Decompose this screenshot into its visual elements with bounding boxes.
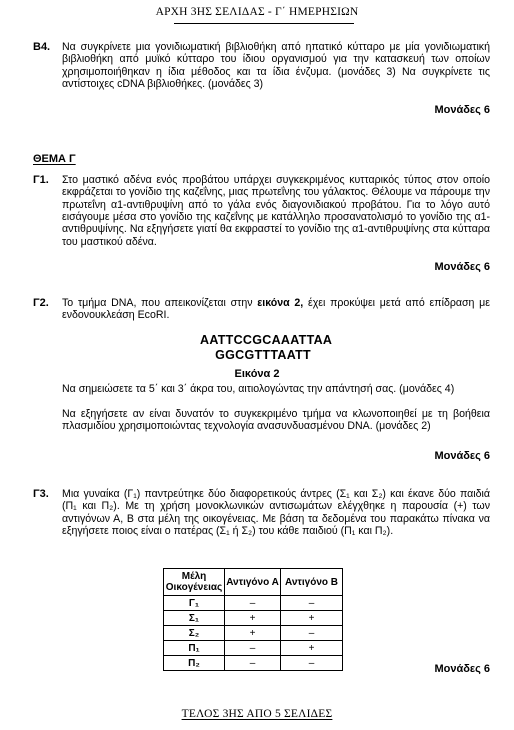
antigen-table — [163, 568, 343, 671]
antigen-b-cell: – — [281, 596, 343, 611]
b4-marks: Μονάδες 6 — [434, 104, 490, 116]
g2-intro — [62, 297, 490, 322]
g2-intro-b: έχει προκύψει μετά από επίδραση με ενδονουκλεάση EcoRI. — [62, 297, 490, 322]
page-footer: ΤΕΛΟΣ 3ΗΣ ΑΠΟ 5 ΣΕΛΙΔΕΣ — [181, 708, 333, 720]
table-header-row — [164, 569, 343, 596]
table-row — [164, 626, 343, 641]
g1-marks: Μονάδες 6 — [434, 261, 490, 273]
theme-title: ΘΕΜΑ Γ — [33, 153, 76, 165]
member-cell: Σ₂ — [164, 626, 225, 641]
g2-intro-bold: εικόνα 2, — [257, 297, 304, 309]
member-cell: Π₁ — [164, 641, 225, 656]
g1-text: Στο μαστικό αδένα ενός προβάτου υπάρχει συγκεκριμένος κυτταρικός τύπος στον οποίο εκφράζεται το γονίδιο της καζεΐνης, μιας πρωτεΐνης του γάλακτος. Θέλουμε να πάρουμε την πρωτεΐνη α1-αντιθρυψίνη από το γάλα ενός διαγονιδιακού προβάτου. Για το λόγο αυτό εισάγουμε μέσα στο γονίδιο της καζεΐνης με κατάλληλο προσανατολισμό το γονίδιο της α1-αντιθρυψίνης. Να εξηγήσετε γιατί θα εκφραστεί το γονίδιο της α1-αντιθρυψίνης στα κύτταρα του μαστικού αδένα. — [62, 174, 490, 248]
dna-sequence — [200, 333, 360, 363]
g1-label: Γ1. — [33, 174, 49, 186]
table-row — [164, 596, 343, 611]
g2-intro-a: Το τμήμα DNA, που απεικονίζεται στην — [62, 297, 258, 309]
header-rule — [174, 23, 354, 24]
g2-question-1: Να σημειώσετε τα 5΄ και 3΄ άκρα του, αιτιολογώντας την απάντησή σας. (μονάδες 4) — [62, 383, 455, 395]
g2-marks: Μονάδες 6 — [434, 450, 490, 462]
b4-text: Να συγκρίνετε μια γονιδιωματική βιβλιοθήκη από ηπατικό κύτταρο με μία γονιδιωματική βιβλιοθήκη από μυϊκό κύτταρο του ίδιου οργανισμού για την κατασκευή των οποίων χρησιμοποιήθηκαν η ίδια μέθοδος και τα ίδια ένζυμα. (μονάδες 3) Να συγκρίνετε τις αντίστοιχες cDNA βιβλιοθήκες. (μονάδες 3) — [62, 41, 490, 91]
table-row — [164, 611, 343, 626]
g2-question-2: Να εξηγήσετε αν είναι δυνατόν το συγκεκριμένο τμήμα να κλωνοποιηθεί με τη βοήθεια πλασμιδίου χρησιμοποιώντας τεχνολογία ανασυνδυασμένου DNA. (μονάδες 2) — [62, 408, 490, 433]
g2-label: Γ2. — [33, 297, 49, 309]
col-header-members: Μέλη Οικογένειας — [164, 569, 225, 596]
antigen-a-cell: – — [225, 641, 281, 656]
figure-caption: Εικόνα 2 — [234, 368, 280, 380]
b4-label: Β4. — [33, 41, 51, 53]
antigen-a-cell: + — [225, 611, 281, 626]
antigen-a-cell: – — [225, 656, 281, 671]
g3-marks: Μονάδες 6 — [434, 663, 490, 675]
dna-strand-bottom: GGCGTTTAATT — [200, 348, 311, 362]
antigen-b-cell: + — [281, 641, 343, 656]
table-row — [164, 641, 343, 656]
col-header-antigen-a: Αντιγόνο Α — [225, 569, 281, 596]
antigen-a-cell: + — [225, 626, 281, 641]
member-cell: Π₂ — [164, 656, 225, 671]
antigen-b-cell: + — [281, 611, 343, 626]
table-row — [164, 656, 343, 671]
member-cell: Γ₁ — [164, 596, 225, 611]
page-header: ΑΡΧΗ 3ΗΣ ΣΕΛΙΔΑΣ - Γ΄ ΗΜΕΡΗΣΙΩΝ — [155, 6, 359, 18]
antigen-b-cell: – — [281, 656, 343, 671]
dna-strand-top: AATTCCGCAAATTAA — [200, 333, 333, 347]
antigen-b-cell: – — [281, 626, 343, 641]
g3-label: Γ3. — [33, 488, 49, 500]
g3-text: Μια γυναίκα (Γ₁) παντρεύτηκε δύο διαφορετικούς άντρες (Σ₁ και Σ₂) και έκανε δύο παιδιά (Π₁ και Π₂). Με τη χρήση μονοκλωνικών αντισωμάτων ελέγχθηκε η παρουσία (+) των αντιγόνων Α, Β στα μέλη της οικογένειας. Με βάση τα δεδομένα του παρακάτω πίνακα να εξηγήσετε ποιος είναι ο πατέρας (Σ₁ ή Σ₂) του κάθε παιδιού (Π₁ και Π₂). — [62, 488, 490, 538]
antigen-a-cell: – — [225, 596, 281, 611]
col-header-antigen-b: Αντιγόνο Β — [281, 569, 343, 596]
member-cell: Σ₁ — [164, 611, 225, 626]
